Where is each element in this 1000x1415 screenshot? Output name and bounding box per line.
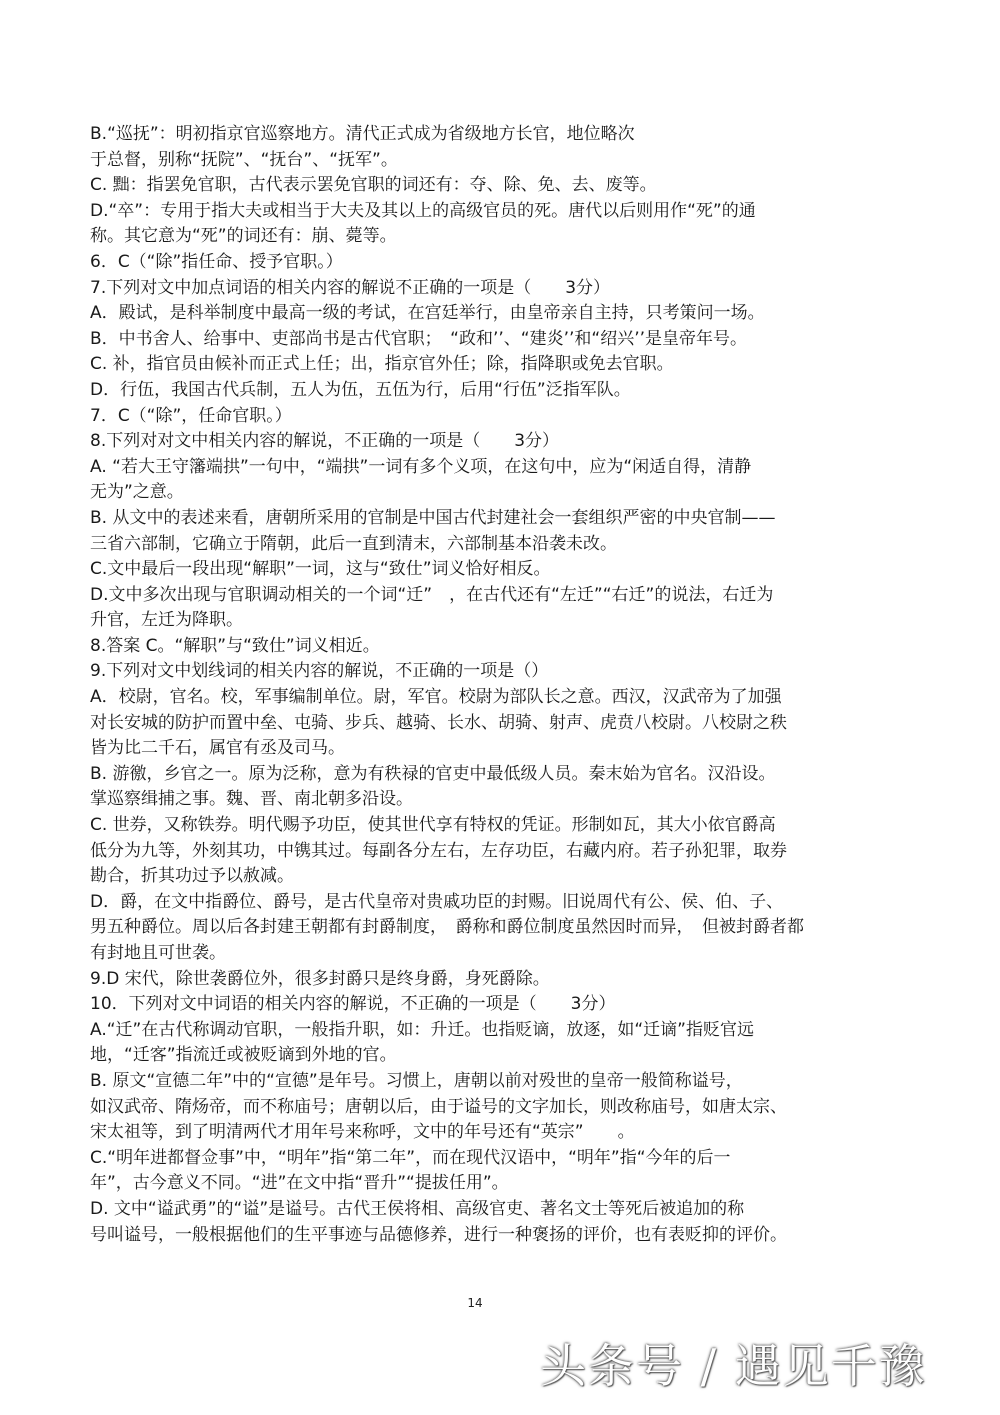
text-line: 7．C（“除”，任命官职。） bbox=[90, 405, 292, 426]
text-line: 三省六部制，它确立于隋朝，此后一直到清末，六部制基本沿袭未改。 bbox=[90, 533, 617, 554]
text-line: 于总督，别称“抚院”、“抚台”、“抚军”。 bbox=[90, 149, 398, 170]
text-line: 无为”之意。 bbox=[90, 482, 184, 503]
text-line: 10．下列对文中词语的相关内容的解说，不正确的一项是（ 3分） bbox=[90, 994, 616, 1015]
text-line: A. “若大王守籓端拱”一句中，“端拱”一词有多个义项，在这句中，应为“闲适自得，清静 bbox=[90, 456, 752, 477]
text-line: C. 世券，又称铁券。明代赐予功臣，使其世代享有特权的凭证。形制如瓦，其大小依官爵高 bbox=[90, 815, 776, 836]
text-line: C.“明年进都督佥事”中，“明年”指“第二年”，而在现代汉语中，“明年”指“今年的后一 bbox=[90, 1147, 731, 1168]
text-line: 有封地且可世袭。 bbox=[90, 943, 226, 963]
text-line: 如汉武帝、隋炀帝，而不称庙号；唐朝以后，由于谥号的文字加长，则改称庙号，如唐太宗、 bbox=[90, 1096, 787, 1117]
text-line: 年”，古今意义不同。“进”在文中指“晋升”“提拔任用”。 bbox=[90, 1173, 509, 1194]
watermark-text: 头条号 / 遇见千豫 bbox=[540, 1339, 927, 1393]
text-line: B．中书舍人、给事中、吏部尚书是古代官职； “政和’’、“建炎’’和“绍兴’’是皇帝年号。 bbox=[90, 328, 748, 349]
text-line: B. 原文“宣德二年”中的“宣德”是年号。习惯上，唐朝以前对殁世的皇帝一般简称谥号， bbox=[90, 1070, 743, 1091]
text-line: 掌巡察缉捕之事。魏、晋、南北朝多沿设。 bbox=[90, 789, 413, 810]
text-line: 升官，左迁为降职。 bbox=[90, 610, 243, 631]
text-line: D.文中多次出现与官职调动相关的一个词“迁” ，在古代还有“左迁”“右迁”的说法，右迁为 bbox=[90, 584, 774, 605]
text-line: 勘合，折其功过予以赦减。 bbox=[90, 866, 294, 887]
text-line: A．殿试，是科举制度中最高一级的考试，在宫廷举行，由皇帝亲自主持，只考策问一场。 bbox=[90, 303, 765, 324]
text-line: 地，“迁客”指流迁或被贬谪到外地的官。 bbox=[90, 1045, 397, 1066]
text-line: 8.答案 C。“解职”与“致仕”词义相近。 bbox=[90, 635, 380, 656]
text-line: 低分为九等，外刻其功，中镌其过。每副各分左右，左存功臣，右藏内府。若子孙犯罪，取券 bbox=[90, 840, 787, 861]
text-line: D．行伍，我国古代兵制，五人为伍，五伍为行，后用“行伍”泛指军队。 bbox=[90, 379, 631, 400]
text-line: B. 游徼，乡官之一。原为泛称，意为有秩禄的官吏中最低级人员。秦末始为官名。汉沿设。 bbox=[90, 763, 776, 784]
page-number: 14 bbox=[467, 1296, 483, 1310]
text-line: 对长安城的防护而置中垒、屯骑、步兵、越骑、长水、胡骑、射声、虎贲八校尉。八校尉之秩 bbox=[90, 712, 787, 733]
text-line: 号叫谥号，一般根据他们的生平事迹与品德修养，进行一种褒扬的评价，也有表贬抑的评价。 bbox=[90, 1224, 787, 1245]
text-line: B.“巡抚”：明初指京官巡察地方。清代正式成为省级地方长官，地位略次 bbox=[90, 124, 635, 144]
text-line: A.“迁”在古代称调动官职，一般指升职，如：升迁。也指贬谪，放逐，如“迁谪”指贬官远 bbox=[90, 1019, 754, 1040]
text-line: 9.D 宋代，除世袭爵位外，很多封爵只是终身爵，身死爵除。 bbox=[90, 968, 550, 989]
text-line: A．校尉，官名。校，军事编制单位。尉，军官。校尉为部队长之意。西汉，汉武帝为了加强 bbox=[90, 687, 782, 708]
text-line: 称。其它意为“死”的词还有：崩、薨等。 bbox=[90, 226, 397, 247]
text-line: 8.下列对对文中相关内容的解说，不正确的一项是（ 3分） bbox=[90, 431, 560, 452]
text-line: D. 文中“谥武勇”的“谥”是谥号。古代王侯将相、高级官吏、著名文士等死后被追加的称 bbox=[90, 1198, 745, 1219]
text-line: C. 黜：指罢免官职，古代表示罢免官职的词还有：夺、除、免、去、废等。 bbox=[90, 175, 657, 196]
text-line: 9.下列对文中划线词的相关内容的解说，不正确的一项是（） bbox=[90, 661, 549, 682]
text-line: D．爵，在文中指爵位、爵号，是古代皇帝对贵戚功臣的封赐。旧说周代有公、侯、伯、子、 bbox=[90, 891, 784, 912]
text-line: 7.下列对文中加点词语的相关内容的解说不正确的一项是（ 3分） bbox=[90, 277, 611, 298]
text-line: D.“卒”：专用于指大夫或相当于大夫及其以上的高级官员的死。唐代以后则用作“死”的通 bbox=[90, 200, 756, 221]
text-line: C.文中最后一段出现“解职”一词，这与“致仕”词义恰好相反。 bbox=[90, 559, 551, 580]
text-line: B. 从文中的表述来看，唐朝所采用的官制是中国古代封建社会一套组织严密的中央官制—— bbox=[90, 507, 776, 528]
text-line: C. 补，指官员由候补而正式上任；出，指京官外任；除，指降职或免去官职。 bbox=[90, 354, 674, 375]
text-line: 皆为比二千石，属官有丞及司马。 bbox=[90, 738, 345, 759]
text-line: 6．C（“除”指任命、授予官职。） bbox=[90, 251, 343, 272]
document-body bbox=[90, 122, 910, 1248]
text-line: 宋太祖等，到了明清两代才用年号来称呼，文中的年号还有“英宗” 。 bbox=[90, 1122, 635, 1143]
text-line: 男五种爵位。周以后各封建王朝都有封爵制度， 爵称和爵位制度虽然因时而异， 但被封爵者都 bbox=[90, 917, 804, 938]
